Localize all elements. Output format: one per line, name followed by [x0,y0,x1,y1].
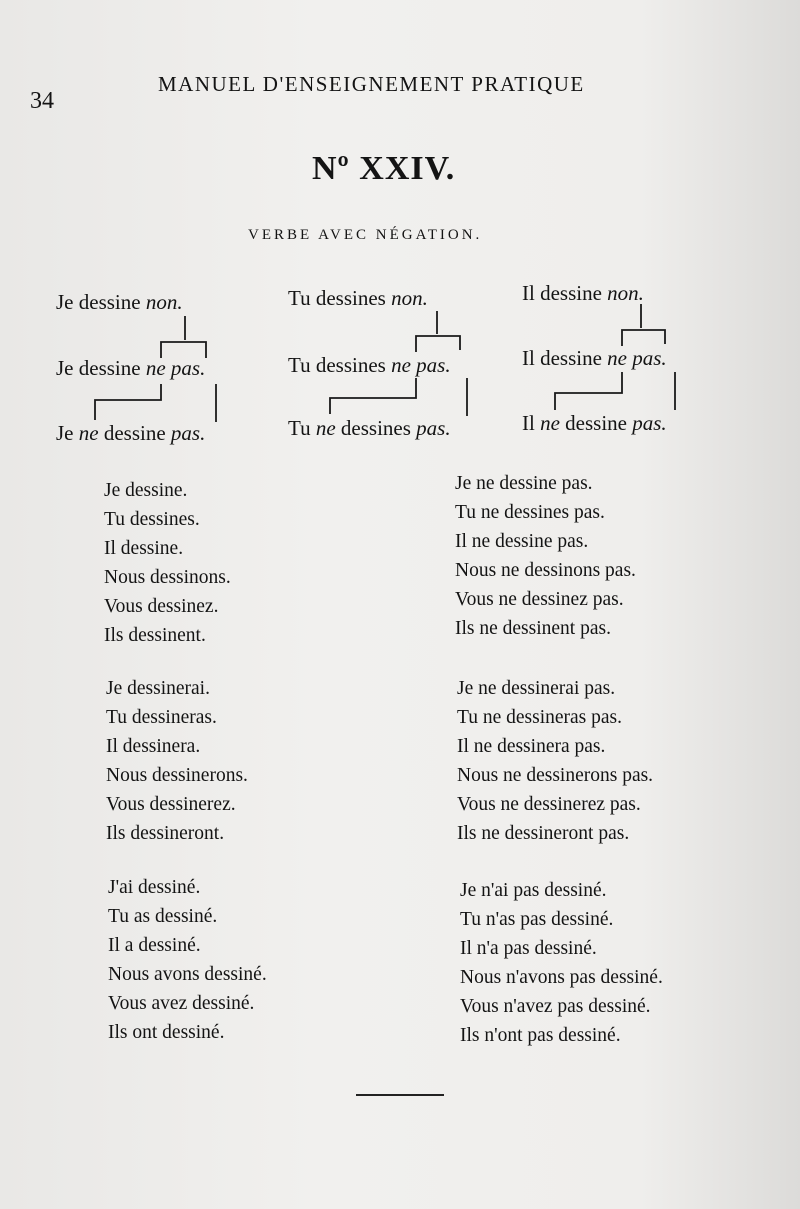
list-item: Tu dessineras. [106,707,217,728]
ne-word: ne [607,346,627,370]
list-item: Ils dessineront. [106,823,225,844]
pas-word: pas. [416,416,451,440]
pas-word: pas. [170,421,206,445]
present-negative-list [455,469,636,643]
pas-word: pas. [632,346,667,370]
neg-word: non. [145,290,183,314]
list-item: Vous ne dessinez pas. [455,589,624,610]
neg-word: non. [391,286,428,310]
list-item: Vous dessinez. [104,596,219,617]
future-affirmative-list [106,674,248,848]
list-item: Ils ont dessiné. [108,1022,225,1043]
list-item: Il ne dessinera pas. [457,736,606,757]
diagram-col1-line1: Je dessine non. [56,290,183,314]
list-item: Vous dessinerez. [106,794,236,815]
ne-word: ne [145,356,166,380]
list-item: Il dessine. [104,538,184,559]
list-item: Nous dessinerons. [106,765,248,786]
list-item: Nous n'avons pas dessiné. [460,967,663,988]
ne-word: ne [540,411,560,435]
list-item: Tu n'as pas dessiné. [460,909,614,930]
pas-word: pas. [170,356,206,380]
list-item: Il dessinera. [106,736,201,757]
pas-word: pas. [416,353,451,377]
pas-word: pas. [632,411,667,435]
list-item: Nous avons dessiné. [108,964,267,985]
list-item: Il ne dessine pas. [455,531,589,552]
past-negative-list [460,876,663,1050]
diagram-col2-line2: Tu dessines ne pas. [288,353,451,377]
list-item: Tu ne dessineras pas. [457,707,623,728]
list-item: Tu as dessiné. [108,906,218,927]
diagram-col3-line3: Il ne dessine pas. [522,411,667,435]
list-item: Nous ne dessinons pas. [455,560,636,581]
diagram-col1-line2: Je dessine ne pas. [56,356,206,380]
page-number: 34 [30,88,54,114]
list-item: Nous dessinons. [104,567,231,588]
list-item: Je dessine. [104,480,188,501]
list-item: Je ne dessinerai pas. [457,678,616,699]
list-item: Vous n'avez pas dessiné. [460,996,651,1017]
list-item: Vous avez dessiné. [108,993,255,1014]
list-item: Tu ne dessines pas. [455,502,605,523]
past-affirmative-list [108,873,267,1047]
list-item: Je ne dessine pas. [455,473,593,494]
section-number: Nº XXIV. [312,150,456,187]
list-item: Ils ne dessinent pas. [455,618,611,639]
list-item: Il a dessiné. [108,935,201,956]
neg-word: non. [607,281,644,305]
list-item: Je dessinerai. [106,678,210,699]
list-item: Il n'a pas dessiné. [460,938,597,959]
diagram-col1-line3: Je ne dessine pas. [56,421,206,445]
diagram-col3-line1: Il dessine non. [522,281,644,305]
ne-word: ne [78,421,99,445]
list-item: Je n'ai pas dessiné. [460,880,607,901]
future-negative-list [457,674,653,848]
section-subtitle: VERBE AVEC NÉGATION. [248,227,483,243]
list-item: Ils ne dessineront pas. [457,823,630,844]
running-title: MANUEL D'ENSEIGNEMENT PRATIQUE [158,72,585,96]
ne-word: ne [391,353,411,377]
diagram-col2-line1: Tu dessines non. [288,286,428,310]
closing-rule-divider [356,1094,444,1096]
list-item: J'ai dessiné. [108,877,201,898]
list-item: Nous ne dessinerons pas. [457,765,654,786]
list-item: Tu dessines. [104,509,200,530]
list-item: Ils n'ont pas dessiné. [460,1025,621,1046]
list-item: Ils dessinent. [104,625,206,646]
ne-word: ne [315,416,336,440]
present-affirmative-list [104,476,231,650]
diagram-col2-line3: Tu ne dessines pas. [288,416,451,440]
list-item: Vous ne dessinerez pas. [457,794,641,815]
diagram-col3-line2: Il dessine ne pas. [522,346,667,370]
